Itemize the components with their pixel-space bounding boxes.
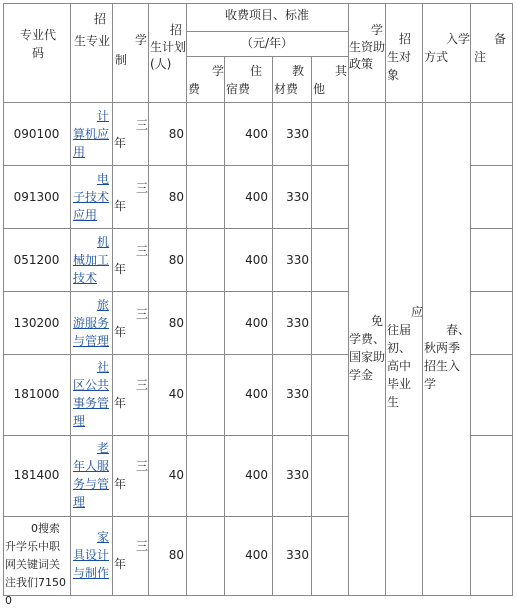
- header-aid: 学生资助政策: [349, 23, 386, 71]
- row-system: 三年: [114, 378, 149, 410]
- row-code: 090100: [13, 127, 60, 141]
- header-code: 专业代码: [19, 28, 56, 60]
- grid-line: [422, 3, 423, 596]
- merged-method: 春、秋两季招生入学: [424, 323, 471, 391]
- row-lodging: 400: [245, 387, 268, 401]
- row-code: 181400: [13, 468, 60, 482]
- row-code: 051200: [13, 253, 60, 267]
- grid-line: [470, 165, 513, 166]
- row-code: 091300: [13, 190, 60, 204]
- row-textbook: 330: [286, 190, 309, 204]
- row-plan: 80: [168, 190, 184, 204]
- row-textbook: 330: [286, 253, 309, 267]
- merged-target: 应往届初、高中毕业生: [387, 305, 424, 409]
- header-fees-unit: （元/年）: [240, 36, 294, 50]
- row-system: 三年: [114, 307, 149, 339]
- major-link[interactable]: 老年人服务与管理: [73, 441, 110, 509]
- row-lodging: 400: [245, 316, 268, 330]
- grid-line: [186, 3, 187, 596]
- grid-line: [3, 516, 348, 517]
- row-lodging: 400: [245, 468, 268, 482]
- grid-line: [186, 56, 348, 57]
- grid-line: [470, 228, 513, 229]
- row-textbook: 330: [286, 387, 309, 401]
- row-textbook: 330: [286, 127, 309, 141]
- major-link[interactable]: 机械加工技术: [73, 235, 110, 285]
- grid-line: [3, 228, 348, 229]
- row-plan: 40: [168, 468, 184, 482]
- major-link[interactable]: 家具设计与制作: [73, 530, 110, 580]
- major-link[interactable]: 电子技术应用: [73, 172, 110, 222]
- row-system: 三年: [114, 459, 149, 491]
- row-textbook: 330: [286, 468, 309, 482]
- grid-line: [470, 435, 513, 436]
- grid-line: [3, 354, 348, 355]
- header-note: 备注: [474, 32, 507, 64]
- row-lodging: 400: [245, 127, 268, 141]
- grid-line: [311, 56, 312, 596]
- header-tuition: 学费: [188, 64, 225, 96]
- row-system: 三年: [114, 181, 149, 213]
- grid-line: [470, 3, 471, 596]
- grid-line: [3, 102, 513, 103]
- row-lodging: 400: [245, 548, 268, 562]
- grid-line: [470, 354, 513, 355]
- row-code: 0搜索升学乐中职网关键词关注我们71500: [5, 522, 66, 607]
- row-lodging: 400: [245, 190, 268, 204]
- header-major: 招生专业: [74, 12, 111, 48]
- row-textbook: 330: [286, 316, 309, 330]
- row-plan: 80: [168, 253, 184, 267]
- grid-line: [385, 3, 386, 596]
- header-fees-title: 收费项目、标准: [224, 8, 309, 22]
- grid-line: [470, 291, 513, 292]
- grid-line: [3, 165, 348, 166]
- major-link[interactable]: 计算机应用: [73, 109, 110, 159]
- row-lodging: 400: [245, 253, 268, 267]
- grid-line: [470, 516, 513, 517]
- grid-line: [3, 435, 348, 436]
- row-plan: 80: [168, 316, 184, 330]
- row-system: 三年: [114, 118, 149, 150]
- row-plan: 40: [168, 387, 184, 401]
- grid-line: [112, 3, 113, 596]
- major-link[interactable]: 旅游服务与管理: [73, 298, 110, 348]
- header-target: 招生对象: [387, 32, 412, 82]
- row-plan: 80: [168, 127, 184, 141]
- header-other: 其他: [313, 64, 348, 96]
- header-plan: 招生计划(人): [150, 23, 187, 71]
- row-system: 三年: [114, 539, 149, 571]
- header-lodging: 住宿费: [226, 64, 263, 96]
- grid-line: [148, 3, 149, 596]
- grid-line: [70, 3, 71, 596]
- row-textbook: 330: [286, 548, 309, 562]
- header-system: 学制: [115, 33, 148, 67]
- major-link[interactable]: 社区公共事务管理: [73, 360, 110, 428]
- grid-line: [3, 291, 348, 292]
- row-system: 三年: [114, 244, 149, 276]
- header-textbook: 教材费: [274, 64, 305, 96]
- row-code: 181000: [13, 387, 60, 401]
- row-code: 130200: [13, 316, 60, 330]
- merged-aid: 免学费、国家助学金: [349, 314, 386, 382]
- row-plan: 80: [168, 548, 184, 562]
- grid-line: [186, 31, 348, 32]
- header-method: 入学方式: [424, 32, 471, 64]
